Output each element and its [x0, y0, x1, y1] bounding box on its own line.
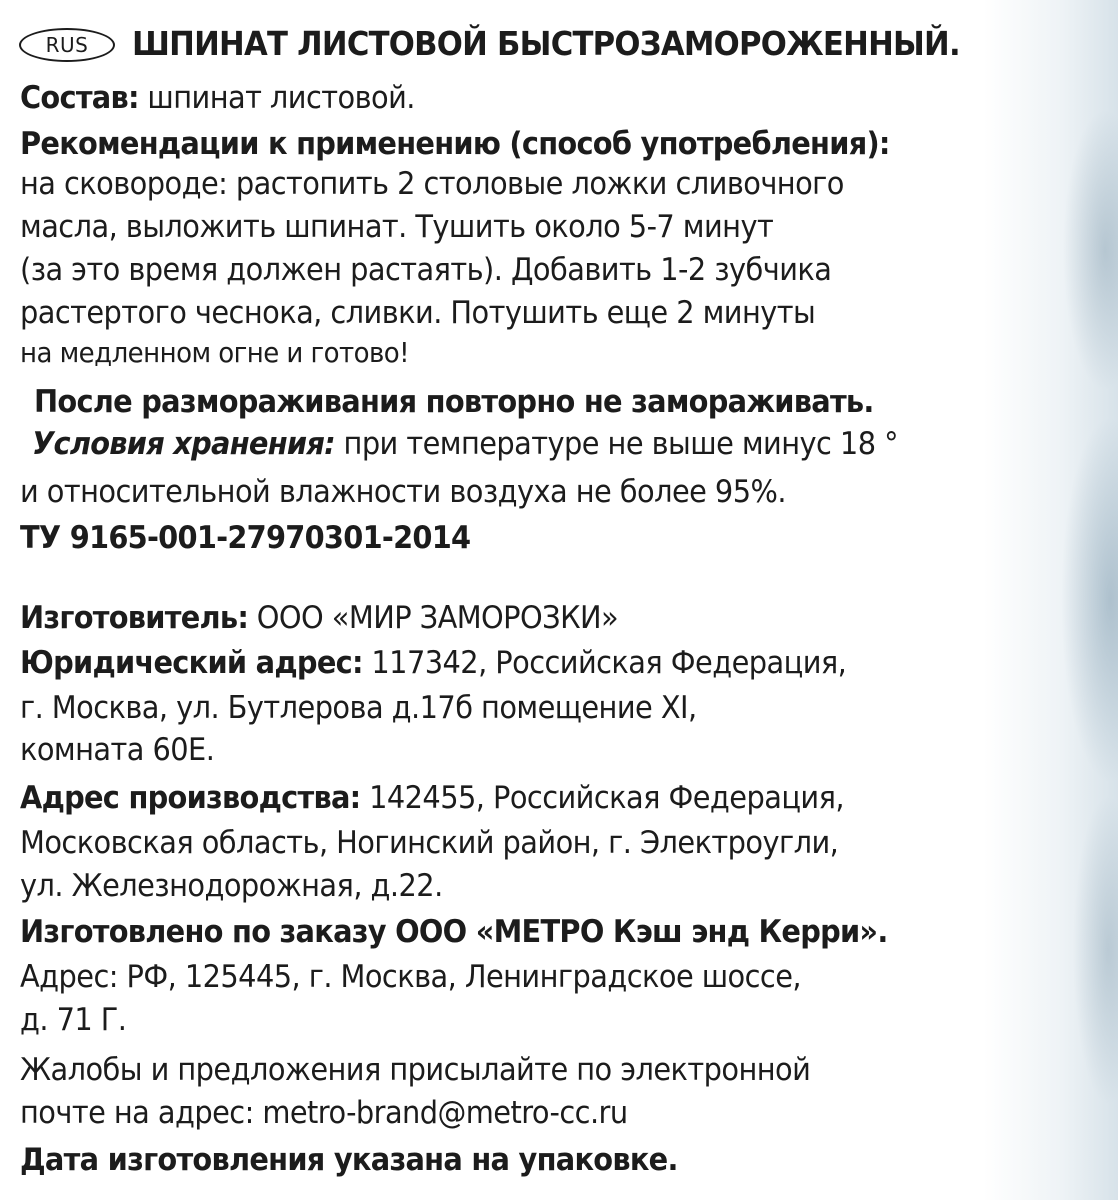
spec-code: ТУ 9165-001-27970301-2014 — [20, 520, 471, 556]
legal-address-line: г. Москва, ул. Бутлерова д.17б помещение XI, — [20, 690, 697, 726]
recommendations-heading: Рекомендации к применению (способ употребления): — [20, 126, 890, 162]
recommendation-line: растертого чеснока, сливки. Потушить еще 2 минуты — [20, 295, 816, 331]
ordered-by-address-line: Адрес: РФ, 125445, г. Москва, Ленинградское шоссе, — [20, 959, 802, 995]
composition-value: шпинат листовой. — [138, 80, 415, 116]
composition — [20, 78, 415, 118]
language-badge: RUS — [19, 28, 115, 62]
complaints-line: почте на адрес: metro-brand@metro-cc.ru — [20, 1095, 628, 1131]
recommendation-line: (за это время должен растаять). Добавить 1-2 зубчика — [20, 252, 832, 288]
production-address — [20, 778, 844, 818]
storage-label: Условия хранения: — [32, 426, 335, 462]
manufacturer-value: ООО «МИР ЗАМОРОЗКИ» — [248, 600, 619, 636]
storage-line-2: и относительной влажности воздуха не более 95%. — [20, 474, 786, 510]
complaints-line: Жалобы и предложения присылайте по электронной — [20, 1052, 811, 1088]
manufacturer — [20, 598, 618, 638]
refreeze-warning: После размораживания повторно не замораживать. — [34, 384, 874, 420]
ordered-by: Изготовлено по заказу ООО «МЕТРО Кэш энд Керри». — [20, 914, 888, 950]
recommendation-line: масла, выложить шпинат. Тушить около 5-7 минут — [20, 209, 774, 245]
storage-value: при температуре не выше минус 18 ° — [334, 426, 898, 462]
recommendation-line: на сковороде: растопить 2 столовые ложки сливочного — [20, 166, 844, 202]
manufacturer-label: Изготовитель: — [20, 600, 249, 636]
legal-address — [20, 643, 846, 683]
legal-address-line: комната 60Е. — [20, 732, 215, 768]
legal-address-label: Юридический адрес: — [20, 645, 363, 681]
production-address-line: ул. Железнодорожная, д.22. — [20, 868, 443, 904]
production-address-value: 142455, Российская Федерация, — [360, 780, 844, 816]
storage-conditions — [32, 424, 898, 464]
recommendation-line: на медленном огне и готово! — [20, 336, 410, 369]
composition-label: Состав: — [20, 80, 139, 116]
legal-address-value: 117342, Российская Федерация, — [362, 645, 847, 681]
production-address-line: Московская область, Ногинский район, г. Электроугли, — [20, 825, 839, 861]
production-date-note: Дата изготовления указана на упаковке. — [20, 1142, 678, 1178]
product-title: ШПИНАТ ЛИСТОВОЙ БЫСТРОЗАМОРОЖЕННЫЙ. — [132, 24, 960, 63]
production-address-label: Адрес производства: — [20, 780, 361, 816]
ordered-by-address-line: д. 71 Г. — [20, 1002, 127, 1038]
